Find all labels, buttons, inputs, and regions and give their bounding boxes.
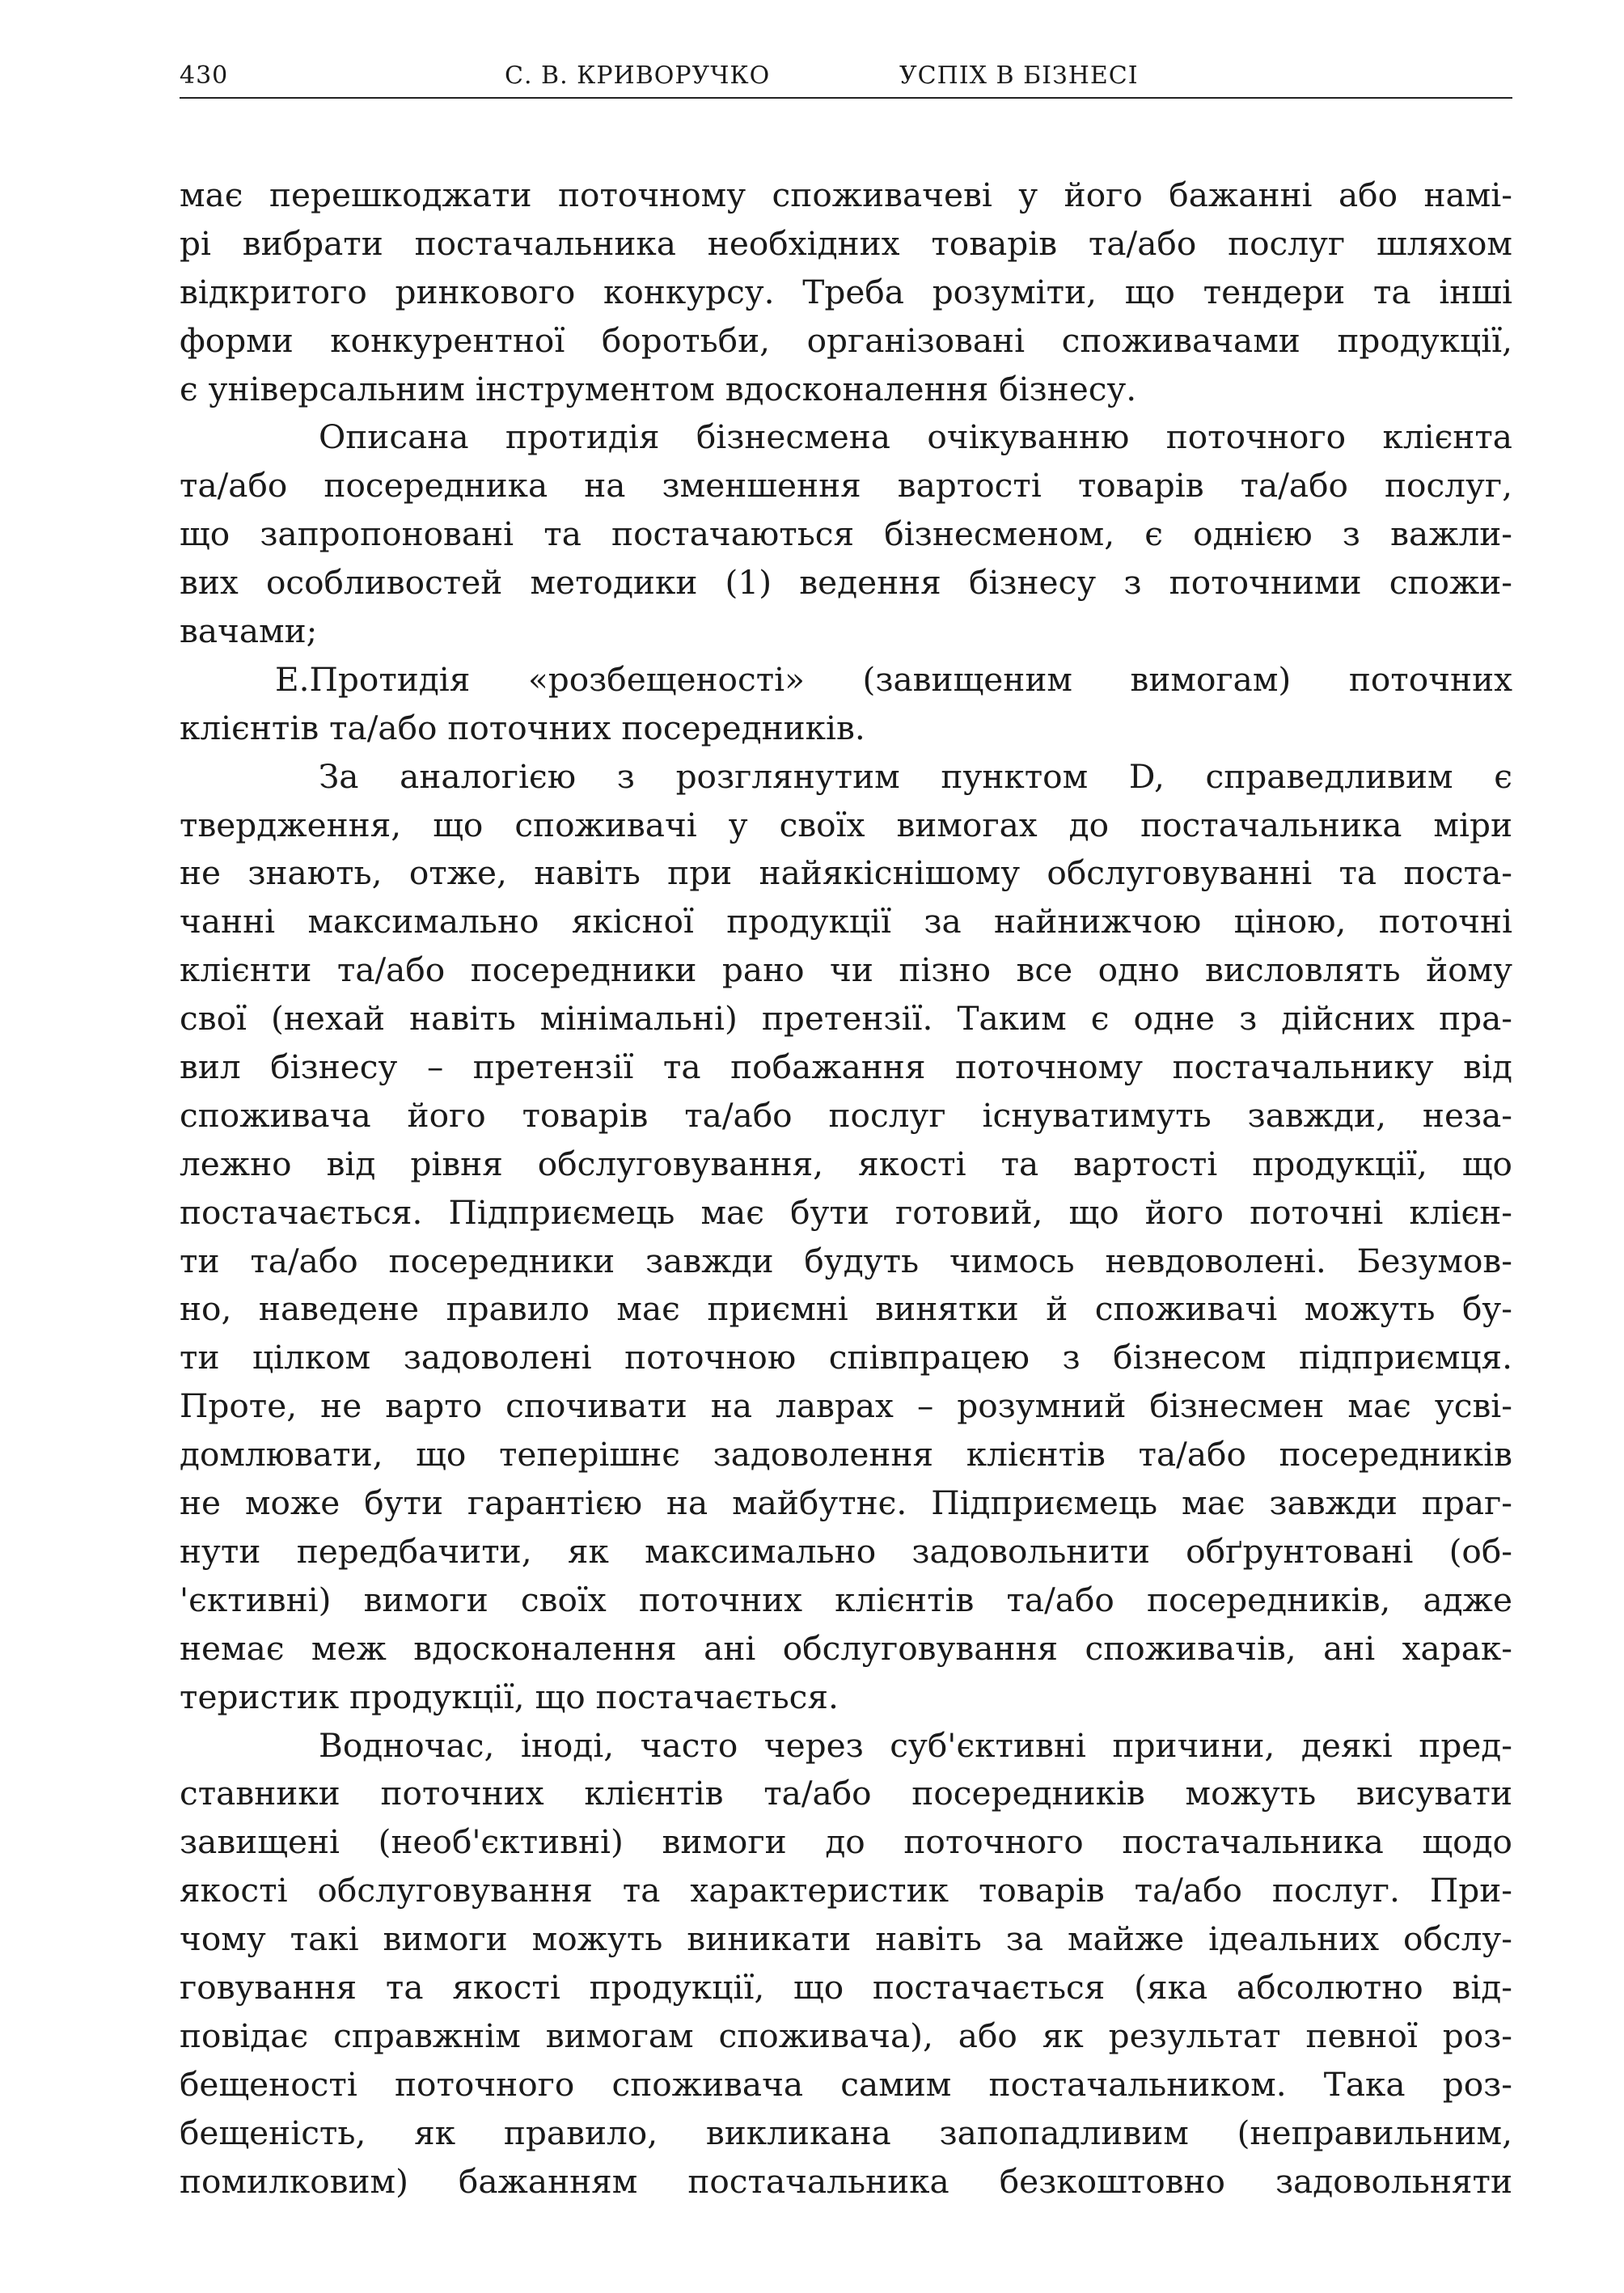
text-line: відкритого ринкового конкурсу. Треба розуміти, що тендери та інші	[180, 272, 1512, 311]
text-line: теристик продукції, що постачається.	[180, 1677, 839, 1716]
text-line: не може бути гарантією на майбутнє. Підприємець має завжди праг-	[180, 1483, 1512, 1523]
text-line: має перешкоджати поточному споживачеві у його бажанні або намі-	[180, 176, 1512, 214]
text-line: но, наведене правило має приємні винятки й споживачі можуть бу-	[180, 1289, 1512, 1329]
text-line: ти цілком задоволені поточною співпрацею з бізнесом підприємця.	[180, 1338, 1512, 1377]
text-line: бещеності поточного споживача самим постачальником. Така роз-	[180, 2064, 1512, 2104]
text-line: клієнтів та/або поточних посередників.	[180, 708, 865, 747]
text-line: бещеність, як правило, викликана запопадливим (неправильним,	[180, 2113, 1512, 2152]
text-line: споживача його товарів та/або послуг існуватимуть завжди, неза-	[180, 1095, 1512, 1135]
text-line: немає меж вдосконалення ані обслуговування споживачів, ані харак-	[180, 1628, 1512, 1668]
body-text	[180, 171, 1512, 2206]
text-line: чанні максимально якісної продукції за найнижчою ціною, поточні	[180, 902, 1512, 941]
text-line: клієнти та/або посередники рано чи пізно все одно висловлять йому	[180, 950, 1512, 990]
text-line: форми конкурентної боротьби, організовані споживачами продукції,	[180, 320, 1512, 360]
book-title: УСПІХ В БІЗНЕСІ	[899, 61, 1139, 90]
text-line: повідає справжнім вимогам споживача), або як результат певної роз-	[180, 2016, 1512, 2055]
text-line: ставники поточних клієнтів та/або посередників можуть висувати	[180, 1774, 1512, 1813]
text-line: ти та/або посередники завжди будуть чимось невдоволені. Безумов-	[180, 1241, 1512, 1280]
text-line: є універсальним інструментом вдосконалення бізнесу.	[180, 369, 1137, 408]
text-line: свої (нехай навіть мінімальні) претензії. Таким є одне з дійсних пра-	[180, 999, 1512, 1039]
text-line: завищені (необ'єктивні) вимоги до поточного постачальника щодо	[180, 1822, 1512, 1862]
text-line: вил бізнесу – претензії та побажання поточному постачальнику від	[180, 1047, 1512, 1087]
text-line: твердження, що споживачі у своїх вимогах до постачальника міри	[180, 805, 1512, 844]
page-number: 430	[180, 61, 229, 90]
text-line: та/або посередника на зменшення вартості товарів та/або послуг,	[180, 466, 1512, 506]
list-item-heading: E.Протидія «розбещеності» (завищеним вимогам) поточних	[275, 659, 1512, 699]
text-line: рі вибрати постачальника необхідних товарів та/або послуг шляхом	[180, 223, 1512, 263]
text-line: За аналогією з розглянутим пунктом D, справедливим є	[319, 756, 1512, 796]
text-line: постачається. Підприємець має бути готовий, що його поточні клієн-	[180, 1192, 1512, 1232]
text-line: домлювати, що теперішнє задоволення клієнтів та/або посередників	[180, 1435, 1512, 1474]
text-line: не знають, отже, навіть при найякіснішому обслуговуванні та поста-	[180, 853, 1512, 893]
text-line: говування та якості продукції, що постачається (яка абсолютно від-	[180, 1967, 1512, 2007]
running-header	[180, 57, 1512, 99]
text-line: нути передбачити, як максимально задовольнити обґрунтовані (об-	[180, 1531, 1512, 1571]
text-line: Описана протидія бізнесмена очікуванню поточного клієнта	[319, 417, 1512, 457]
text-line: вачами;	[180, 611, 318, 651]
text-line: вих особливостей методики (1) ведення бізнесу з поточними спожи-	[180, 563, 1512, 603]
text-line: помилковим) бажанням постачальника безкоштовно задовольняти	[180, 2161, 1512, 2201]
text-line: лежно від рівня обслуговування, якості та вартості продукції, що	[180, 1144, 1512, 1183]
author-name: С. В. КРИВОРУЧКО	[505, 61, 771, 90]
text-line: якості обслуговування та характеристик товарів та/або послуг. При-	[180, 1871, 1512, 1910]
text-line: що запропоновані та постачаються бізнесменом, є однією з важли-	[180, 514, 1512, 554]
text-line: Проте, не варто спочивати на лаврах – розумний бізнесмен має усві-	[180, 1386, 1512, 1426]
text-line: Водночас, іноді, часто через суб'єктивні причини, деякі пред-	[319, 1725, 1512, 1765]
text-line: чому такі вимоги можуть виникати навіть за майже ідеальних обслу-	[180, 1919, 1512, 1959]
text-line: 'єктивні) вимоги своїх поточних клієнтів та/або посередників, адже	[180, 1580, 1512, 1619]
